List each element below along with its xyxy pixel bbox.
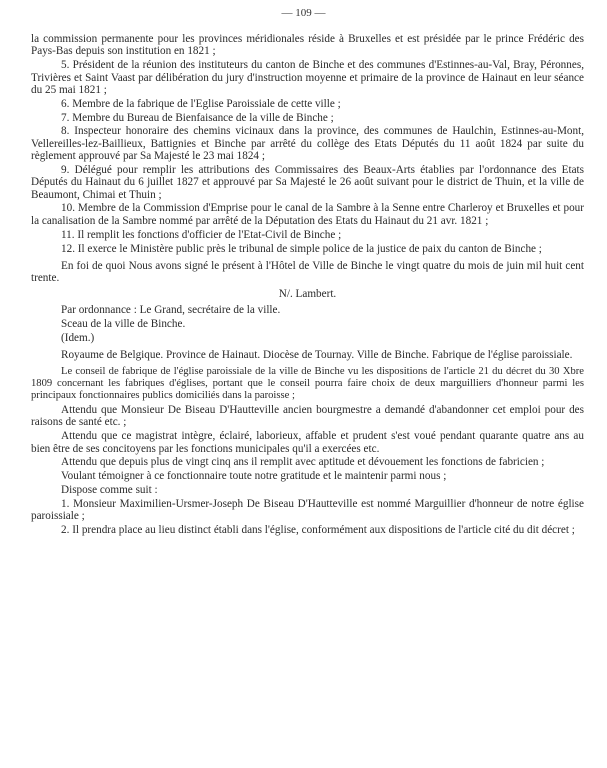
document-body: [31, 33, 584, 538]
paragraph: Attendu que Monsieur De Biseau D'Hautteville ancien bourgmestre a demandé d'abandonner cet emploi pour des raisons de santé etc. ;: [31, 404, 584, 429]
paragraph: 6. Membre de la fabrique de l'Eglise Paroissiale de cette ville ;: [61, 97, 341, 110]
paragraph: 11. Il remplit les fonctions d'officier de l'Etat-Civil de Binche ;: [61, 228, 342, 241]
paragraph: 10. Membre de la Commission d'Emprise pour le canal de la Sambre à la Senne entre Charleroy et Bruxelles et pour la canalisation de la Sambre nommé par arrêté de la Députation des Etats du Hainaut du 21 avr. 1821 ;: [31, 202, 584, 227]
paragraph: Attendu que ce magistrat intègre, éclairé, laborieux, affable et prudent s'est voué pendant quarante quatre ans au bien être de ses concitoyens par les fonctions municipales qu'il a exercées etc.: [31, 430, 584, 455]
paragraph: Dispose comme suit :: [61, 484, 158, 497]
paragraph: 8. Inspecteur honoraire des chemins vicinaux dans la province, des communes de Haulchin, Estinnes-au-Mont, Vellereilles-lez-Baillieux, Battignies et Binche par arrêté du collège des Etats Députés du 11 août 1824 par suite du règlement approuvé par Sa Majesté le 23 mai 1824 ;: [31, 125, 584, 163]
paragraph: Royaume de Belgique. Province de Hainaut. Diocèse de Tournay. Ville de Binche. Fabrique de l'église paroissiale.: [61, 348, 573, 361]
paragraph: Sceau de la ville de Binche.: [61, 317, 186, 330]
paragraph: (Idem.): [61, 331, 95, 344]
paragraph: Par ordonnance : Le Grand, secrétaire de la ville.: [61, 303, 281, 316]
paragraph: 5. Président de la réunion des instituteurs du canton de Binche et des communes d'Estinnes-au-Val, Bray, Péronnes, Trivières et Saint Vaast par délibération du jury d'instruction moyenne et primaire de la province de Hainaut en leur séance du 25 mai 1821 ;: [31, 59, 584, 96]
paragraph: 2. Il prendra place au lieu distinct établi dans l'église, conformément aux dispositions de l'article cité du dit décret ;: [61, 524, 575, 537]
paragraph: Voulant témoigner à ce fonctionnaire toute notre gratitude et le maintenir parmi nous ;: [61, 470, 447, 483]
page-number: — 109 —: [281, 7, 326, 19]
paragraph: Le conseil de fabrique de l'église paroissiale de la ville de Binche vu les dispositions de l'article 21 du décret du 30 Xbre 1809 concernant les fabriques d'églises, portant que le conseil pourra faire choix de deux marguilliers d'honneur parmi les principaux fonctionnaires publics domiciliés dans la paroisse ;: [31, 366, 584, 402]
paragraph: 9. Délégué pour remplir les attributions des Commissaires des Beaux-Arts établies par l'ordonnance des Etats Députés du Hainaut du 6 juillet 1827 et approuvé par Sa Majesté le 26 août suivant pour le district de Thuin, et la ville de Beaumont, Chimai et Thuin ;: [31, 163, 584, 201]
paragraph: En foi de quoi Nous avons signé le présent à l'Hôtel de Ville de Binche le vingt quatre du mois de juin mil huit cent trente.: [31, 259, 584, 285]
paragraph: 7. Membre du Bureau de Bienfaisance de la ville de Binche ;: [61, 111, 334, 124]
paragraph: 1. Monsieur Maximilien-Ursmer-Joseph De Biseau D'Hautteville est nommé Marguillier d'honneur de notre église paroissiale ;: [31, 497, 584, 523]
paragraph: Attendu que depuis plus de vingt cinq ans il remplit avec aptitude et dévouement les fonctions de fabricien ;: [61, 456, 545, 469]
paragraph: N/. Lambert.: [278, 287, 337, 300]
paragraph: 12. Il exerce le Ministère public près le tribunal de simple police de la justice de paix du canton de Binche ;: [61, 242, 542, 255]
paragraph: la commission permanente pour les provinces méridionales réside à Bruxelles et est présidée par le prince Frédéric des Pays-Bas depuis son institution en 1821 ;: [31, 33, 584, 58]
